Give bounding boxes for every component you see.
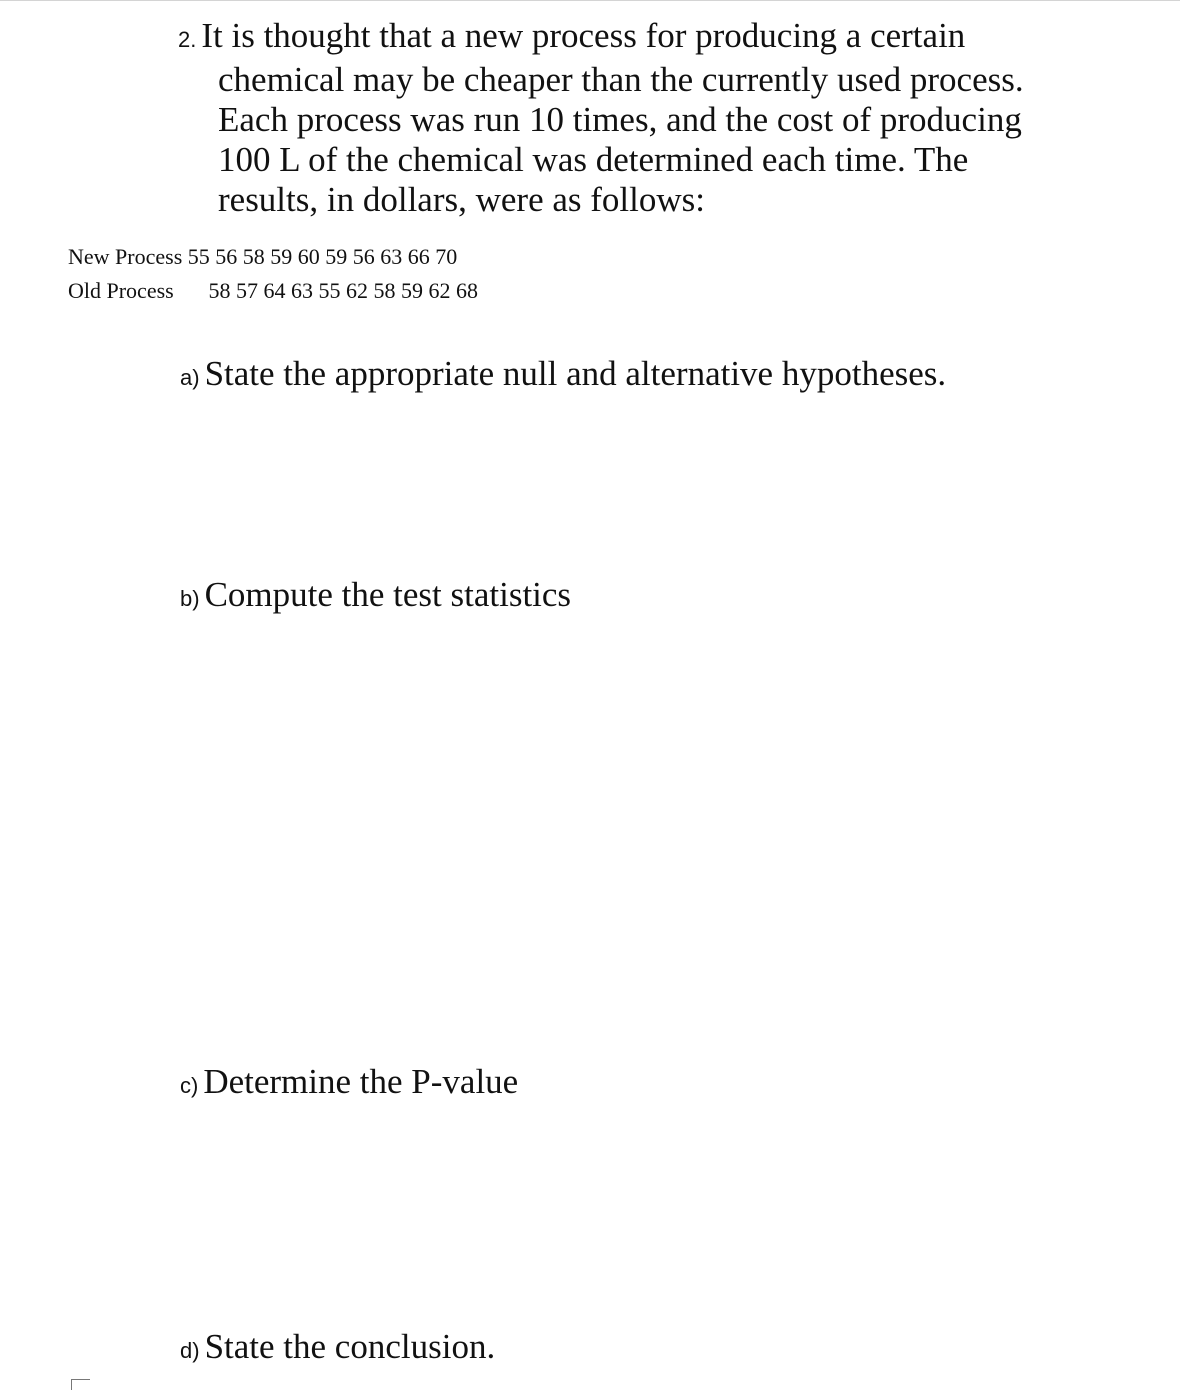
part-label: d) [180, 1338, 200, 1363]
problem-line-5: results, in dollars, were as follows: [218, 180, 705, 219]
question-number: 2. [178, 27, 197, 52]
problem-line-4: 100 L of the chemical was determined each time. The [218, 140, 969, 179]
problem-line-1 [178, 16, 1078, 60]
part-label: c) [180, 1073, 199, 1098]
part-text: Compute the test statistics [204, 575, 572, 614]
data-row-new-process [68, 240, 478, 274]
part-label: a) [180, 365, 200, 390]
problem-line-2: chemical may be cheaper than the currently used process. [218, 60, 1024, 99]
part-c [180, 1062, 518, 1106]
part-text: Determine the P-value [203, 1062, 519, 1101]
row-label: Old Process [68, 278, 174, 303]
part-d [180, 1327, 495, 1371]
row-label: New Process [68, 244, 183, 269]
top-border [0, 0, 1180, 1]
row-values: 55 56 58 59 60 59 56 63 66 70 [187, 244, 458, 269]
row-values: 58 57 64 63 55 62 58 59 62 68 [208, 278, 478, 303]
part-text: State the conclusion. [204, 1327, 496, 1366]
part-text: State the appropriate null and alternative hypotheses. [204, 354, 947, 393]
part-a [180, 354, 946, 398]
problem-line-3: Each process was run 10 times, and the cost of producing [218, 100, 1022, 139]
problem-statement [178, 16, 1078, 220]
page-corner-mark [71, 1379, 90, 1390]
problem-text-line: It is thought that a new process for producing a certain [201, 16, 966, 55]
data-row-old-process [68, 274, 478, 308]
process-data-table [68, 240, 478, 308]
part-b [180, 575, 571, 619]
part-label: b) [180, 586, 200, 611]
